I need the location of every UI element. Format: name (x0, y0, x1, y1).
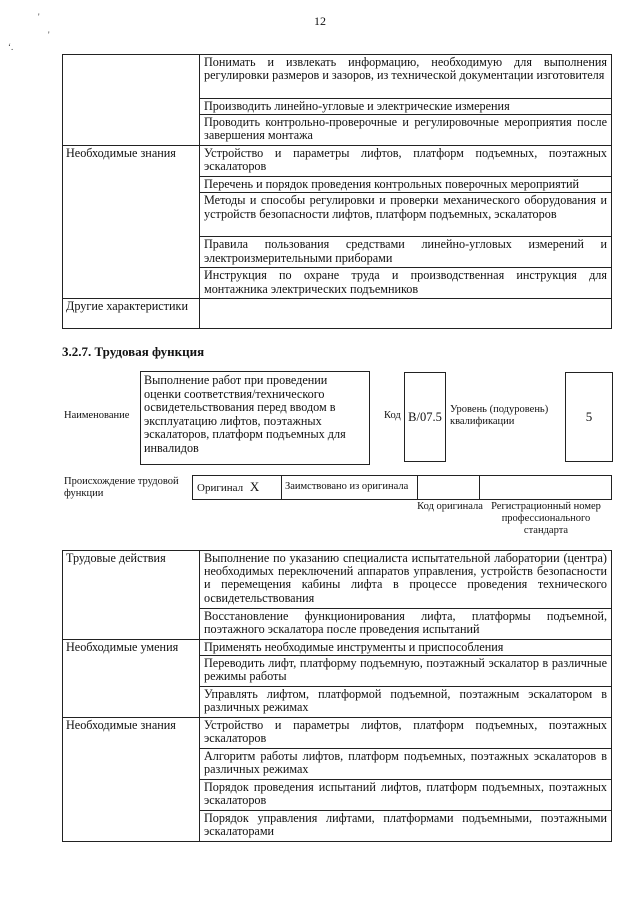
table-cell: Производить линейно-угловые и электрические измерения (200, 99, 612, 115)
original-label: Оригинал (197, 482, 244, 494)
table-cell: Управлять лифтом, платформой подъемной, поэтажным эскалатором в различных режимах (200, 687, 612, 718)
name-label: Наименование (64, 410, 130, 421)
table-row (63, 640, 612, 656)
table-cell: Понимать и извлекать информацию, необходимую для выполнения регулировки размеров и зазоров, из технической документации изготовителя (200, 55, 612, 99)
row-label (63, 55, 200, 146)
borrowed-cell: Заимствовано из оригинала (282, 476, 418, 500)
table-cell: Перечень и порядок проведения контрольных поверочных мероприятий (200, 177, 612, 193)
row-label: Трудовые действия (63, 551, 200, 640)
table-cell: Алгоритм работы лифтов, платформ подъемных, поэтажных эскалаторов в различных режимах (200, 749, 612, 780)
table-cell: Применять необходимые инструменты и приспособления (200, 640, 612, 656)
row-label: Необходимые знания (63, 146, 200, 299)
table-cell: Устройство и параметры лифтов, платформ подъемных, поэтажных эскалаторов (200, 146, 612, 177)
level-value-box: 5 (565, 372, 613, 462)
row-label: Необходимые знания (63, 718, 200, 842)
origin-table (192, 475, 612, 500)
page-number: 12 (314, 14, 326, 28)
table-cell: Методы и способы регулировки и проверки механического оборудования и устройств безопасности лифтов, платформ подъемных, эскалаторов (200, 193, 612, 237)
scan-mark: ' (48, 30, 50, 40)
reg-number-caption: Регистрационный номер профессионального стандарта (491, 501, 601, 536)
table-row (63, 146, 612, 177)
empty-cell (418, 476, 480, 500)
scan-mark: ʻ. (8, 42, 14, 52)
table-cell (200, 299, 612, 329)
empty-cell (480, 476, 612, 500)
table-row (63, 551, 612, 609)
level-label: Уровень (подуровень) квалификации (450, 404, 549, 427)
table-cell: Проводить контрольно-проверочные и регулировочные мероприятия после завершения монтажа (200, 115, 612, 146)
table-cell: Порядок проведения испытаний лифтов, платформ подъемных, поэтажных эскалаторов (200, 780, 612, 811)
table-cell: Порядок управления лифтами, платформами подъемными, поэтажными эскалаторами (200, 811, 612, 842)
code-label: Код (384, 410, 401, 421)
table-cell: Правила пользования средствами линейно-угловых измерений и электроизмерительными приборами (200, 237, 612, 268)
table-cell: Выполнение по указанию специалиста испытательной лаборатории (центра) необходимых переключений аппаратов управления, устройств безопасности и перемещения кабины лифта в процессе проведения технического освидетельствования (200, 551, 612, 609)
code-value-box: B/07.5 (404, 372, 446, 462)
table-cell: Восстановление функционирования лифта, платформы подъемной, поэтажного эскалатора после проведения испытаний (200, 609, 612, 640)
labor-function-table (62, 550, 612, 842)
function-name-box: Выполнение работ при проведении оценки соответствия/технического освидетельствования перед вводом в эксплуатацию лифтов, поэтажных эскалаторов, платформ подъемных для инвалидов (140, 371, 370, 465)
original-mark: X (249, 479, 260, 494)
table-row (193, 476, 612, 500)
row-label: Необходимые умения (63, 640, 200, 718)
code-original-caption: Код оригинала (417, 501, 483, 512)
table-cell: Инструкция по охране труда и производственная инструкция для монтажника электрических подъемников (200, 268, 612, 299)
table-cell: Устройство и параметры лифтов, платформ подъемных, поэтажных эскалаторов (200, 718, 612, 749)
table-row (63, 299, 612, 329)
scan-mark: ' (38, 12, 40, 22)
section-title: 3.2.7. Трудовая функция (62, 344, 205, 359)
original-cell (193, 476, 282, 500)
origin-label: Происхождение трудовой функции (64, 476, 179, 499)
table-row (63, 718, 612, 749)
table-cell: Переводить лифт, платформу подъемную, поэтажный эскалатор в различные режимы работы (200, 656, 612, 687)
row-label: Другие характеристики (63, 299, 200, 329)
skills-table-continued (62, 54, 612, 329)
table-row (63, 55, 612, 99)
